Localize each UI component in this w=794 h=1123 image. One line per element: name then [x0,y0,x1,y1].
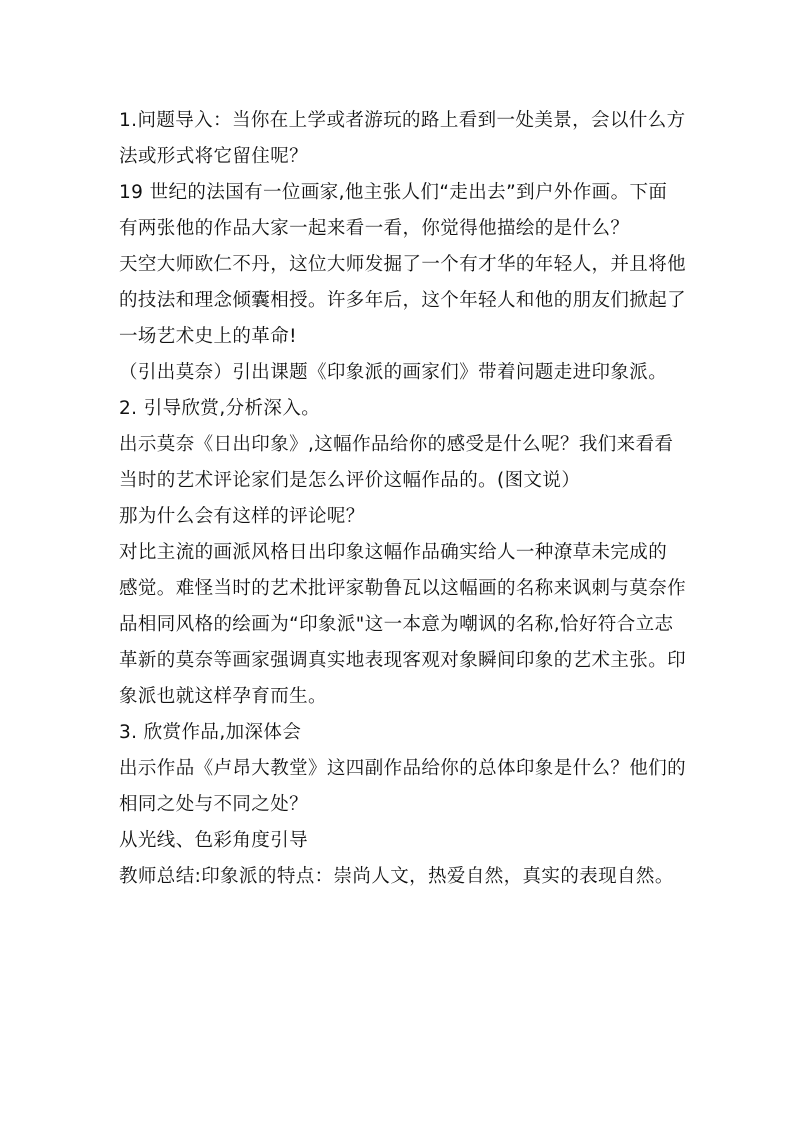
text-line: 出示莫奈《日出印象》,这幅作品给你的感受是什么呢？我们来看看 [119,434,674,455]
text-line: 象派也就这样孕育而生。 [119,686,327,707]
text-line: 法或形式将它留住呢？ [119,146,309,167]
text-line: 那为什么会有这样的评论呢？ [119,506,365,527]
text-line: 一场艺术史上的革命! [119,326,297,347]
text-line: 相同之处与不同之处？ [119,794,309,815]
text-line: 教师总结:印象派的特点：崇尚人文，热爱自然，真实的表现自然。 [119,866,674,887]
text-line: 的技法和理念倾囊相授。许多年后，这个年轻人和他的朋友们掀起了 [119,290,687,311]
text-line: 感觉。难怪当时的艺术批评家勒鲁瓦以这幅画的名称来讽刺与莫奈作 [119,578,687,599]
text-line: （引出莫奈）引出课题《印象派的画家们》带着问题走进印象派。 [119,362,668,383]
text-line: 19 世纪的法国有一位画家,他主张人们“走出去”到户外作画。下面 [119,182,668,203]
text-line: 品相同风格的绘画为“印象派"这一本意为嘲讽的名称,恰好符合立志 [119,614,674,635]
text-line: 1.问题导入：当你在上学或者游玩的路上看到一处美景，会以什么方 [119,110,686,131]
section-heading: 2. 引导欣赏,分析深入。 [119,398,321,419]
text-line: 从光线、色彩角度引导 [119,830,309,851]
text-line: 出示作品《卢昂大教堂》这四副作品给你的总体印象是什么？他们的 [119,758,687,779]
document-body [119,103,689,895]
section-heading: 3. 欣赏作品,加深体会 [119,722,302,743]
text-line: 对比主流的画派风格日出印象这幅作品确实给人一种潦草未完成的 [119,542,668,563]
text-line: 当时的艺术评论家们是怎么评价这幅作品的。(图文说） [119,470,581,491]
text-line: 革新的莫奈等画家强调真实地表现客观对象瞬间印象的艺术主张。印 [119,650,687,671]
text-line: 有两张他的作品大家一起来看一看，你觉得他描绘的是什么？ [119,218,630,239]
text-line: 天空大师欧仁不丹，这位大师发掘了一个有才华的年轻人，并且将他 [119,254,687,275]
